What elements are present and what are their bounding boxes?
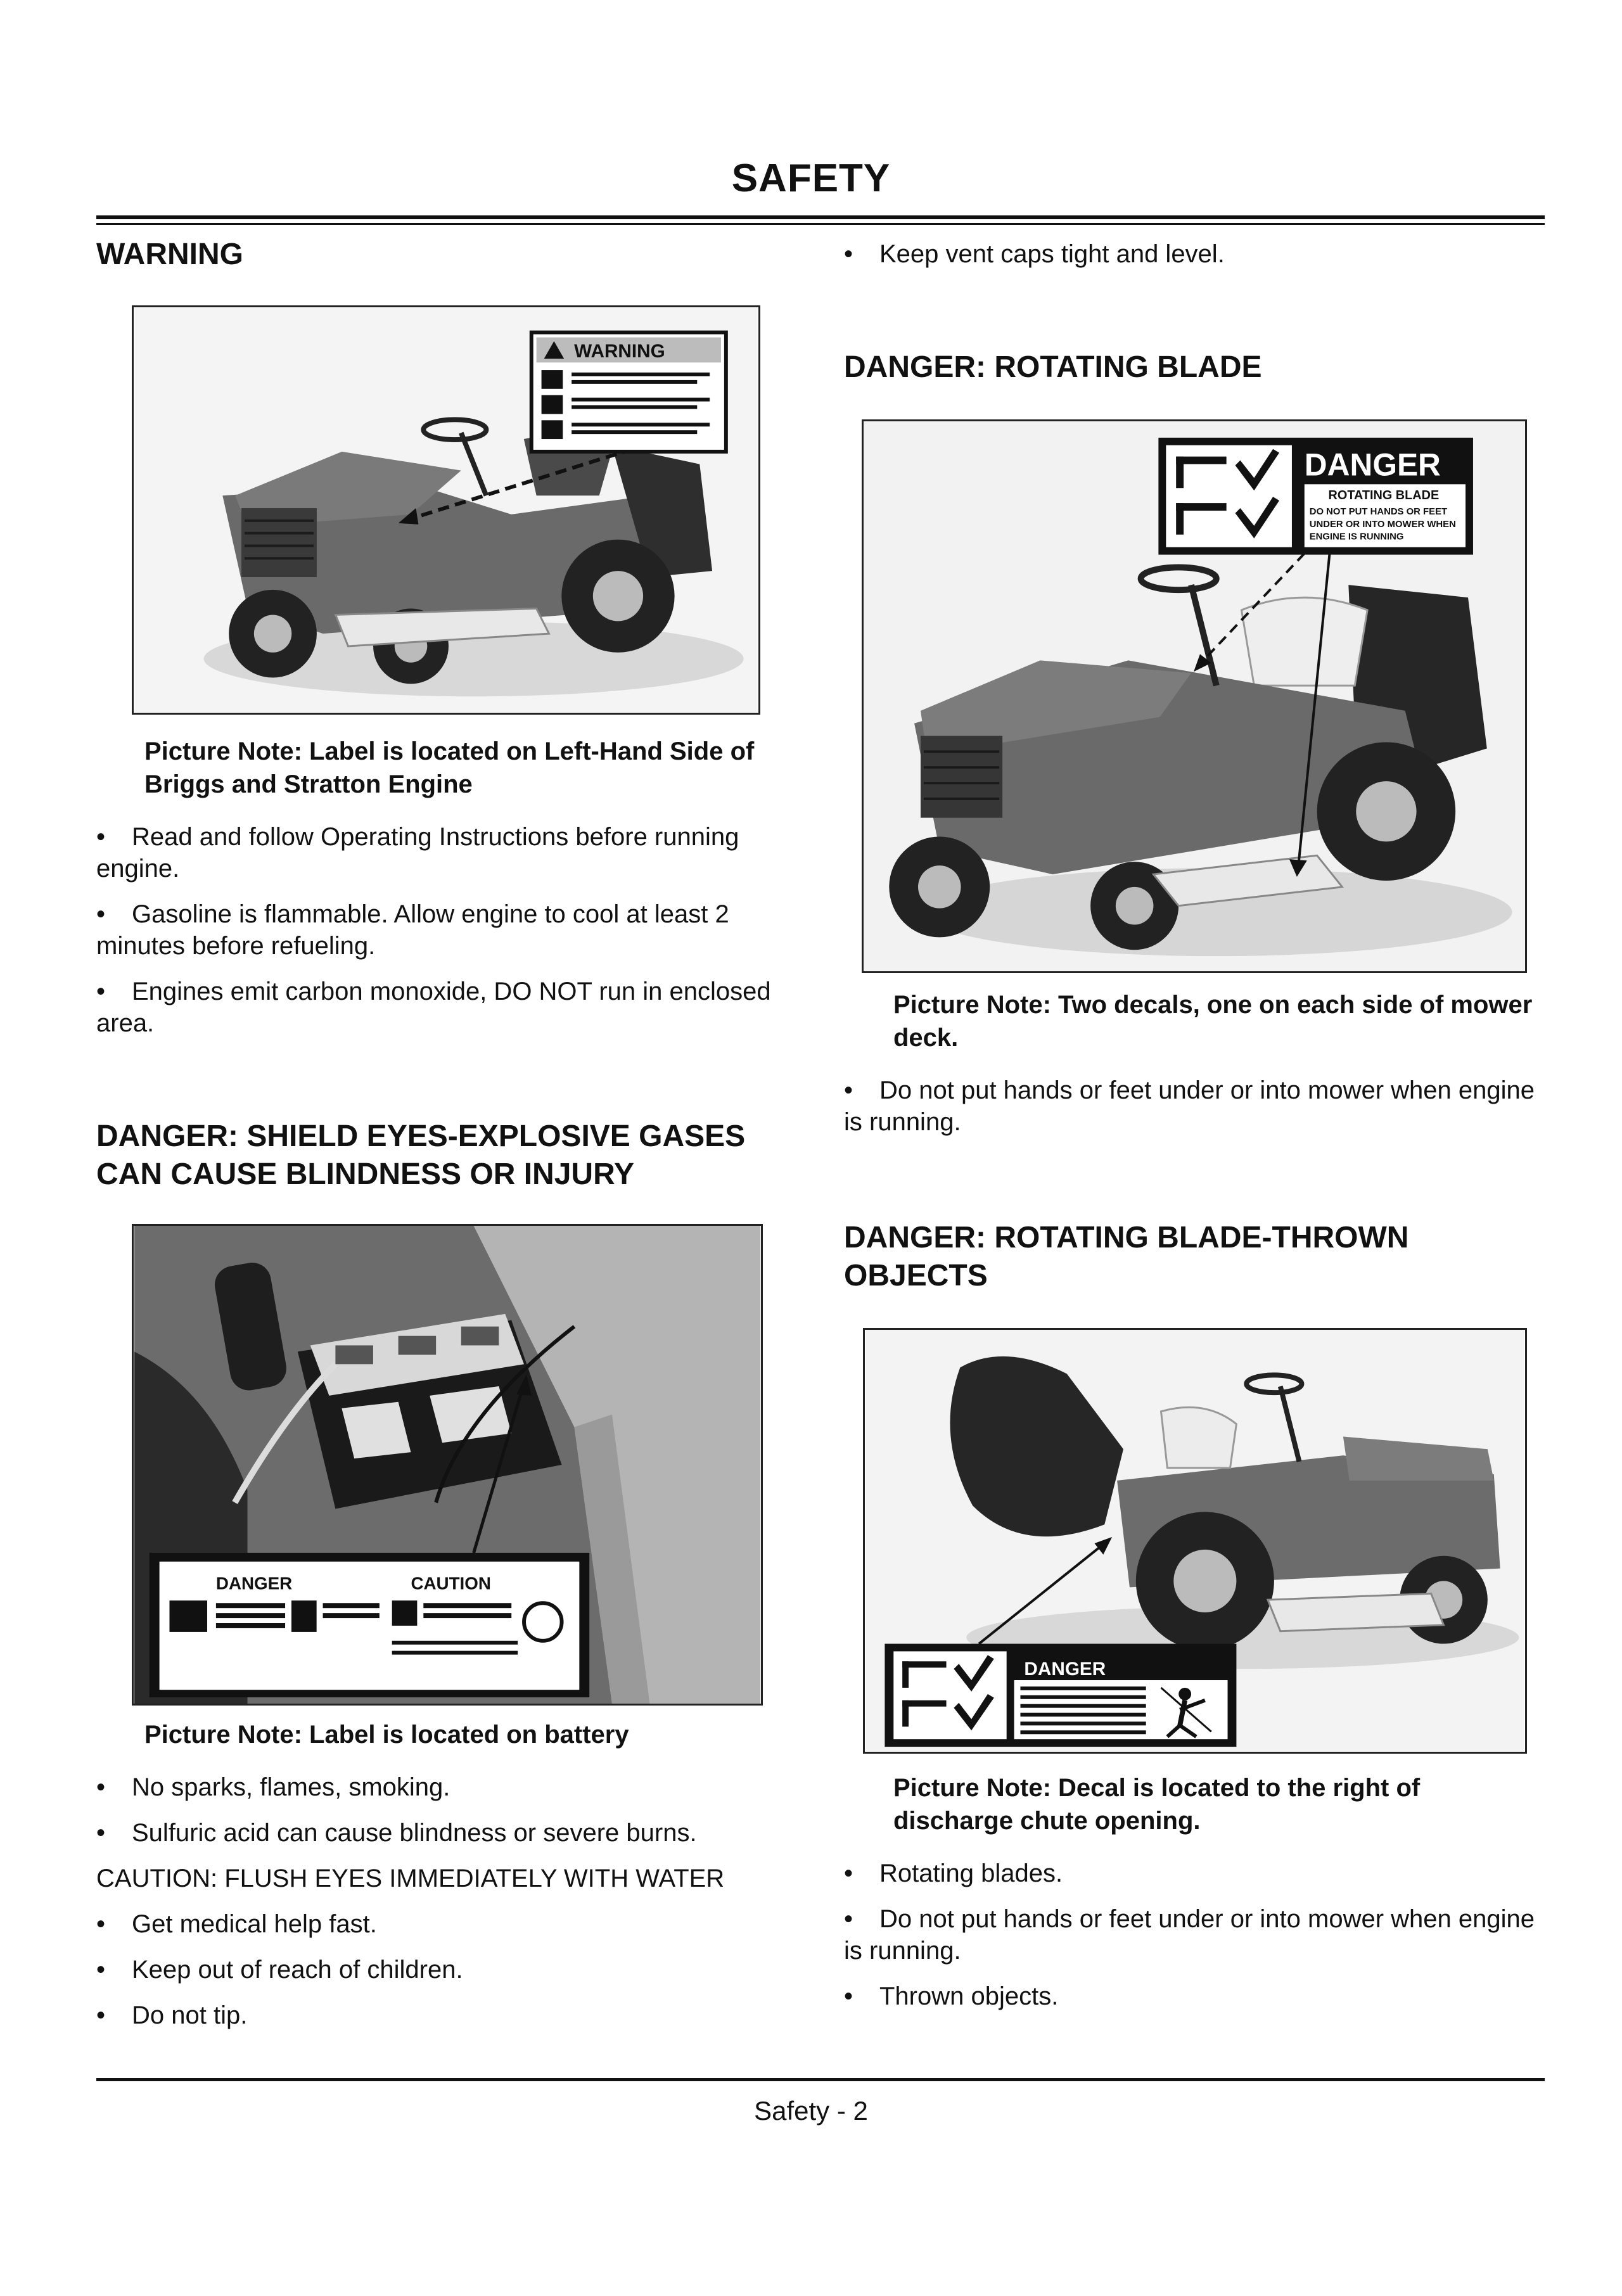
shield-bullet-1: • No sparks, flames, smoking. bbox=[96, 1773, 450, 1801]
svg-text:DO NOT PUT HANDS OR FEET: DO NOT PUT HANDS OR FEET bbox=[1309, 506, 1448, 517]
page-footer: Safety - 2 bbox=[754, 2096, 868, 2126]
shield-heading: DANGER: SHIELD EYES-EXPLOSIVE GASES CAN CAUSE BLINDNESS OR INJURY bbox=[96, 1119, 746, 1191]
page-title: SAFETY bbox=[731, 156, 891, 200]
thrown-bullet-2: • Do not put hands or feet under or into mower when engine is running. bbox=[844, 1905, 1535, 1965]
warning-bullet-1: • Read and follow Operating Instructions before running engine. bbox=[96, 823, 739, 883]
warning-picture-note: Picture Note: Label is located on Left-Hand Side of Briggs and Stratton Engine bbox=[144, 737, 755, 798]
blade-illustration bbox=[864, 421, 1525, 971]
svg-text:ROTATING BLADE: ROTATING BLADE bbox=[1328, 488, 1440, 503]
battery-photo bbox=[132, 1224, 763, 1706]
thrown-heading: DANGER: ROTATING BLADE-THROWN OBJECTS bbox=[844, 1221, 1409, 1292]
warning-heading: WARNING bbox=[96, 238, 243, 271]
thrown-picture-note: Picture Note: Decal is located to the right of discharge chute opening. bbox=[893, 1774, 1421, 1835]
shield-bullet-2: • Sulfuric acid can cause blindness or severe burns. bbox=[96, 1819, 697, 1847]
shield-bullet-3: • Get medical help fast. bbox=[96, 1910, 377, 1938]
battery-caution-label: CAUTION bbox=[411, 1573, 491, 1593]
thrown-bullet-3: • Thrown objects. bbox=[844, 1982, 1059, 2010]
thrown-bullet-1: • Rotating blades. bbox=[844, 1859, 1063, 1887]
header-rule-thick bbox=[96, 215, 1545, 219]
blade-bullet: • Do not put hands or feet under or into mower when engine is running. bbox=[844, 1076, 1535, 1136]
shield-bullet-5: • Do not tip. bbox=[96, 2001, 248, 2029]
shield-picture-note: Picture Note: Label is located on battery bbox=[144, 1721, 629, 1749]
blade-heading: DANGER: ROTATING BLADE bbox=[844, 350, 1262, 384]
shield-bullet-4: • Keep out of reach of children. bbox=[96, 1956, 463, 1984]
warning-bullet-2: • Gasoline is flammable. Allow engine to cool at least 2 minutes before refueling. bbox=[96, 900, 729, 960]
warning-bullet-3: • Engines emit carbon monoxide, DO NOT run in enclosed area. bbox=[96, 978, 771, 1037]
caution-line: CAUTION: FLUSH EYES IMMEDIATELY WITH WATER bbox=[96, 1865, 725, 1892]
thrown-danger-label: DANGER bbox=[1024, 1659, 1106, 1680]
footer-rule bbox=[96, 2078, 1545, 2081]
header-rule-thin bbox=[96, 223, 1545, 225]
mower-illustration bbox=[134, 307, 758, 713]
blade-danger-label: DANGER bbox=[1304, 447, 1441, 483]
svg-text:UNDER OR INTO MOWER WHEN: UNDER OR INTO MOWER WHEN bbox=[1309, 519, 1456, 530]
battery-illustration bbox=[134, 1226, 761, 1704]
warning-photo bbox=[132, 305, 760, 715]
blade-picture-note: Picture Note: Two decals, one on each side of mower deck. bbox=[893, 991, 1533, 1052]
svg-text:ENGINE IS RUNNING: ENGINE IS RUNNING bbox=[1309, 532, 1404, 542]
vent-bullet: • Keep vent caps tight and level. bbox=[844, 240, 1225, 268]
battery-danger-label: DANGER bbox=[215, 1573, 293, 1593]
thrown-photo bbox=[863, 1328, 1527, 1754]
blade-photo bbox=[862, 419, 1527, 973]
warning-label-title: WARNING bbox=[574, 341, 665, 362]
thrown-illustration bbox=[865, 1330, 1525, 1752]
